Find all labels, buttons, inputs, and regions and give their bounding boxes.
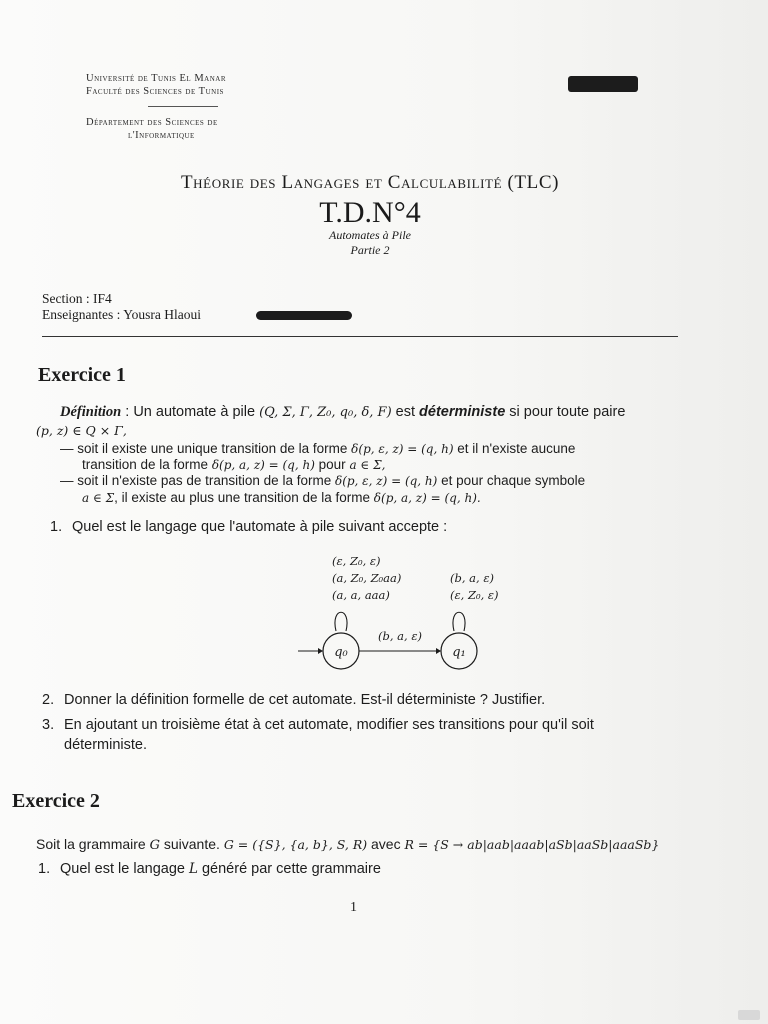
header-rule [42,336,678,337]
institution-header [86,72,226,98]
bullet1-text-a: — soit il existe une unique transition de la forme [60,441,352,456]
ex1-q2-text: Donner la définition formelle de cet automate. Est-il déterministe ? Justifier. [64,692,546,708]
bullet1-text-d: pour [314,457,350,472]
ex1-q3-text-line2: déterministe. [64,737,148,753]
faculty-name: Faculté des Sciences de Tunis [86,86,224,97]
department-line1: Département des Sciences de [86,117,218,128]
ex2-q1-l: L [188,861,198,877]
q0-loop-label-1: (ε, Z₀, ε) [332,554,381,568]
ex1-q1-number: 1. [50,519,63,535]
header-divider [148,106,218,107]
page-number: 1 [350,900,357,915]
university-name: Université de Tunis El Manar [86,73,226,84]
bullet1-line1 [60,441,575,456]
bullet2-text-c: , il existe au plus une transition de la forme [114,490,374,505]
section-label: Section : IF4 [42,291,112,306]
ex2-intro-c: avec [367,836,405,852]
ex2-q1-text-a: Quel est le langage [60,861,189,877]
bullet1-line2 [82,457,385,472]
q1-self-loop [453,612,465,631]
definition-line1 [60,404,700,421]
ex2-intro-g: G [149,838,160,853]
definition-text-b: est [391,404,420,420]
department-line2: l'Informatique [128,130,195,141]
state-q1-label: q₁ [452,645,466,660]
bullet1-text-c: transition de la forme [82,457,212,472]
department-block [86,116,218,142]
td-part: Partie 2 [350,243,390,257]
q0-loop-label-3: (a, a, aaa) [332,588,390,602]
definition-tuple: (Q, Σ, Γ, Z₀, q₀, δ, F) [259,405,392,420]
course-title: Théorie des Langages et Calculabilité (TLC) [180,172,560,193]
ex1-question1 [50,519,447,535]
ex2-intro-b: suivante. [159,836,224,852]
definition-deterministe: déterministe [419,404,506,420]
bullet2-line2 [82,490,481,505]
q1-loop-label-2: (ε, Z₀, ε) [450,588,499,602]
ex2-rules: R = {S → ab|aab|aaab|aSb|aaSb|aaaSb} [404,837,660,852]
ex1-q3-text-line1: En ajoutant un troisième état à cet automate, modifier ses transitions pour qu'il soit [64,717,594,733]
q0-loop-label-2: (a, Z₀, Z₀aa) [332,571,402,585]
ex1-question3 [42,717,594,733]
bullet1-math1: δ(p, ε, z) = (q, h) [351,442,454,456]
scanner-watermark-icon [738,1010,760,1020]
definition-pair: (p, z) ∈ Q × Γ, [36,423,127,438]
ex1-q2-number: 2. [42,692,55,708]
bullet2-text-b: et pour chaque symbole [437,473,586,488]
ex1-q1-text: Quel est le langage que l'automate à pile suivant accepte : [72,519,448,535]
redacted-name [256,311,352,320]
bullet1-math3: a ∈ Σ, [349,458,386,472]
exercise2-title: Exercice 2 [12,790,100,812]
definition-text-a: : Un automate à pile [121,404,260,420]
definition-text-c: si pour toute paire [505,404,626,420]
definition-label: Définition [60,404,122,420]
ex2-q1-number: 1. [38,861,51,877]
state-q0-label: q₀ [334,645,348,660]
bullet2-math1: δ(p, ε, z) = (q, h) [334,474,438,488]
pushdown-automaton-diagram [290,548,520,678]
start-arrow-head [318,648,323,654]
ex1-q3-number: 3. [42,717,55,733]
bullet2-text-a: — soit il n'existe pas de transition de la forme [60,473,335,488]
bullet1-math2: δ(p, a, z) = (q, h) [211,458,315,472]
bullet2-line1 [60,473,585,488]
ex2-grammar: G = ({S}, {a, b}, S, R) [223,837,368,852]
q1-loop-label-1: (b, a, ε) [450,571,494,585]
redacted-block [568,76,638,92]
bullet2-math3: δ(p, a, z) = (q, h). [373,491,481,505]
ex2-intro-a: Soit la grammaire [36,836,150,852]
ex2-question1 [38,861,381,877]
ex1-question2 [42,692,545,708]
td-subtitle: Automates à Pile [329,228,411,242]
td-number: T.D.N°4 [319,196,421,229]
q0-self-loop [335,612,347,631]
teachers-label: Enseignantes : Yousra Hlaoui [42,307,201,322]
bullet1-text-b: et il n'existe aucune [453,441,576,456]
ex2-q1-text-b: généré par cette grammaire [197,861,381,877]
ex2-intro [36,836,659,853]
bullet2-math2: a ∈ Σ [82,491,115,505]
transition-arrow-head [436,648,441,654]
transition-label: (b, a, ε) [378,629,422,643]
exercise1-title: Exercice 1 [38,364,126,386]
